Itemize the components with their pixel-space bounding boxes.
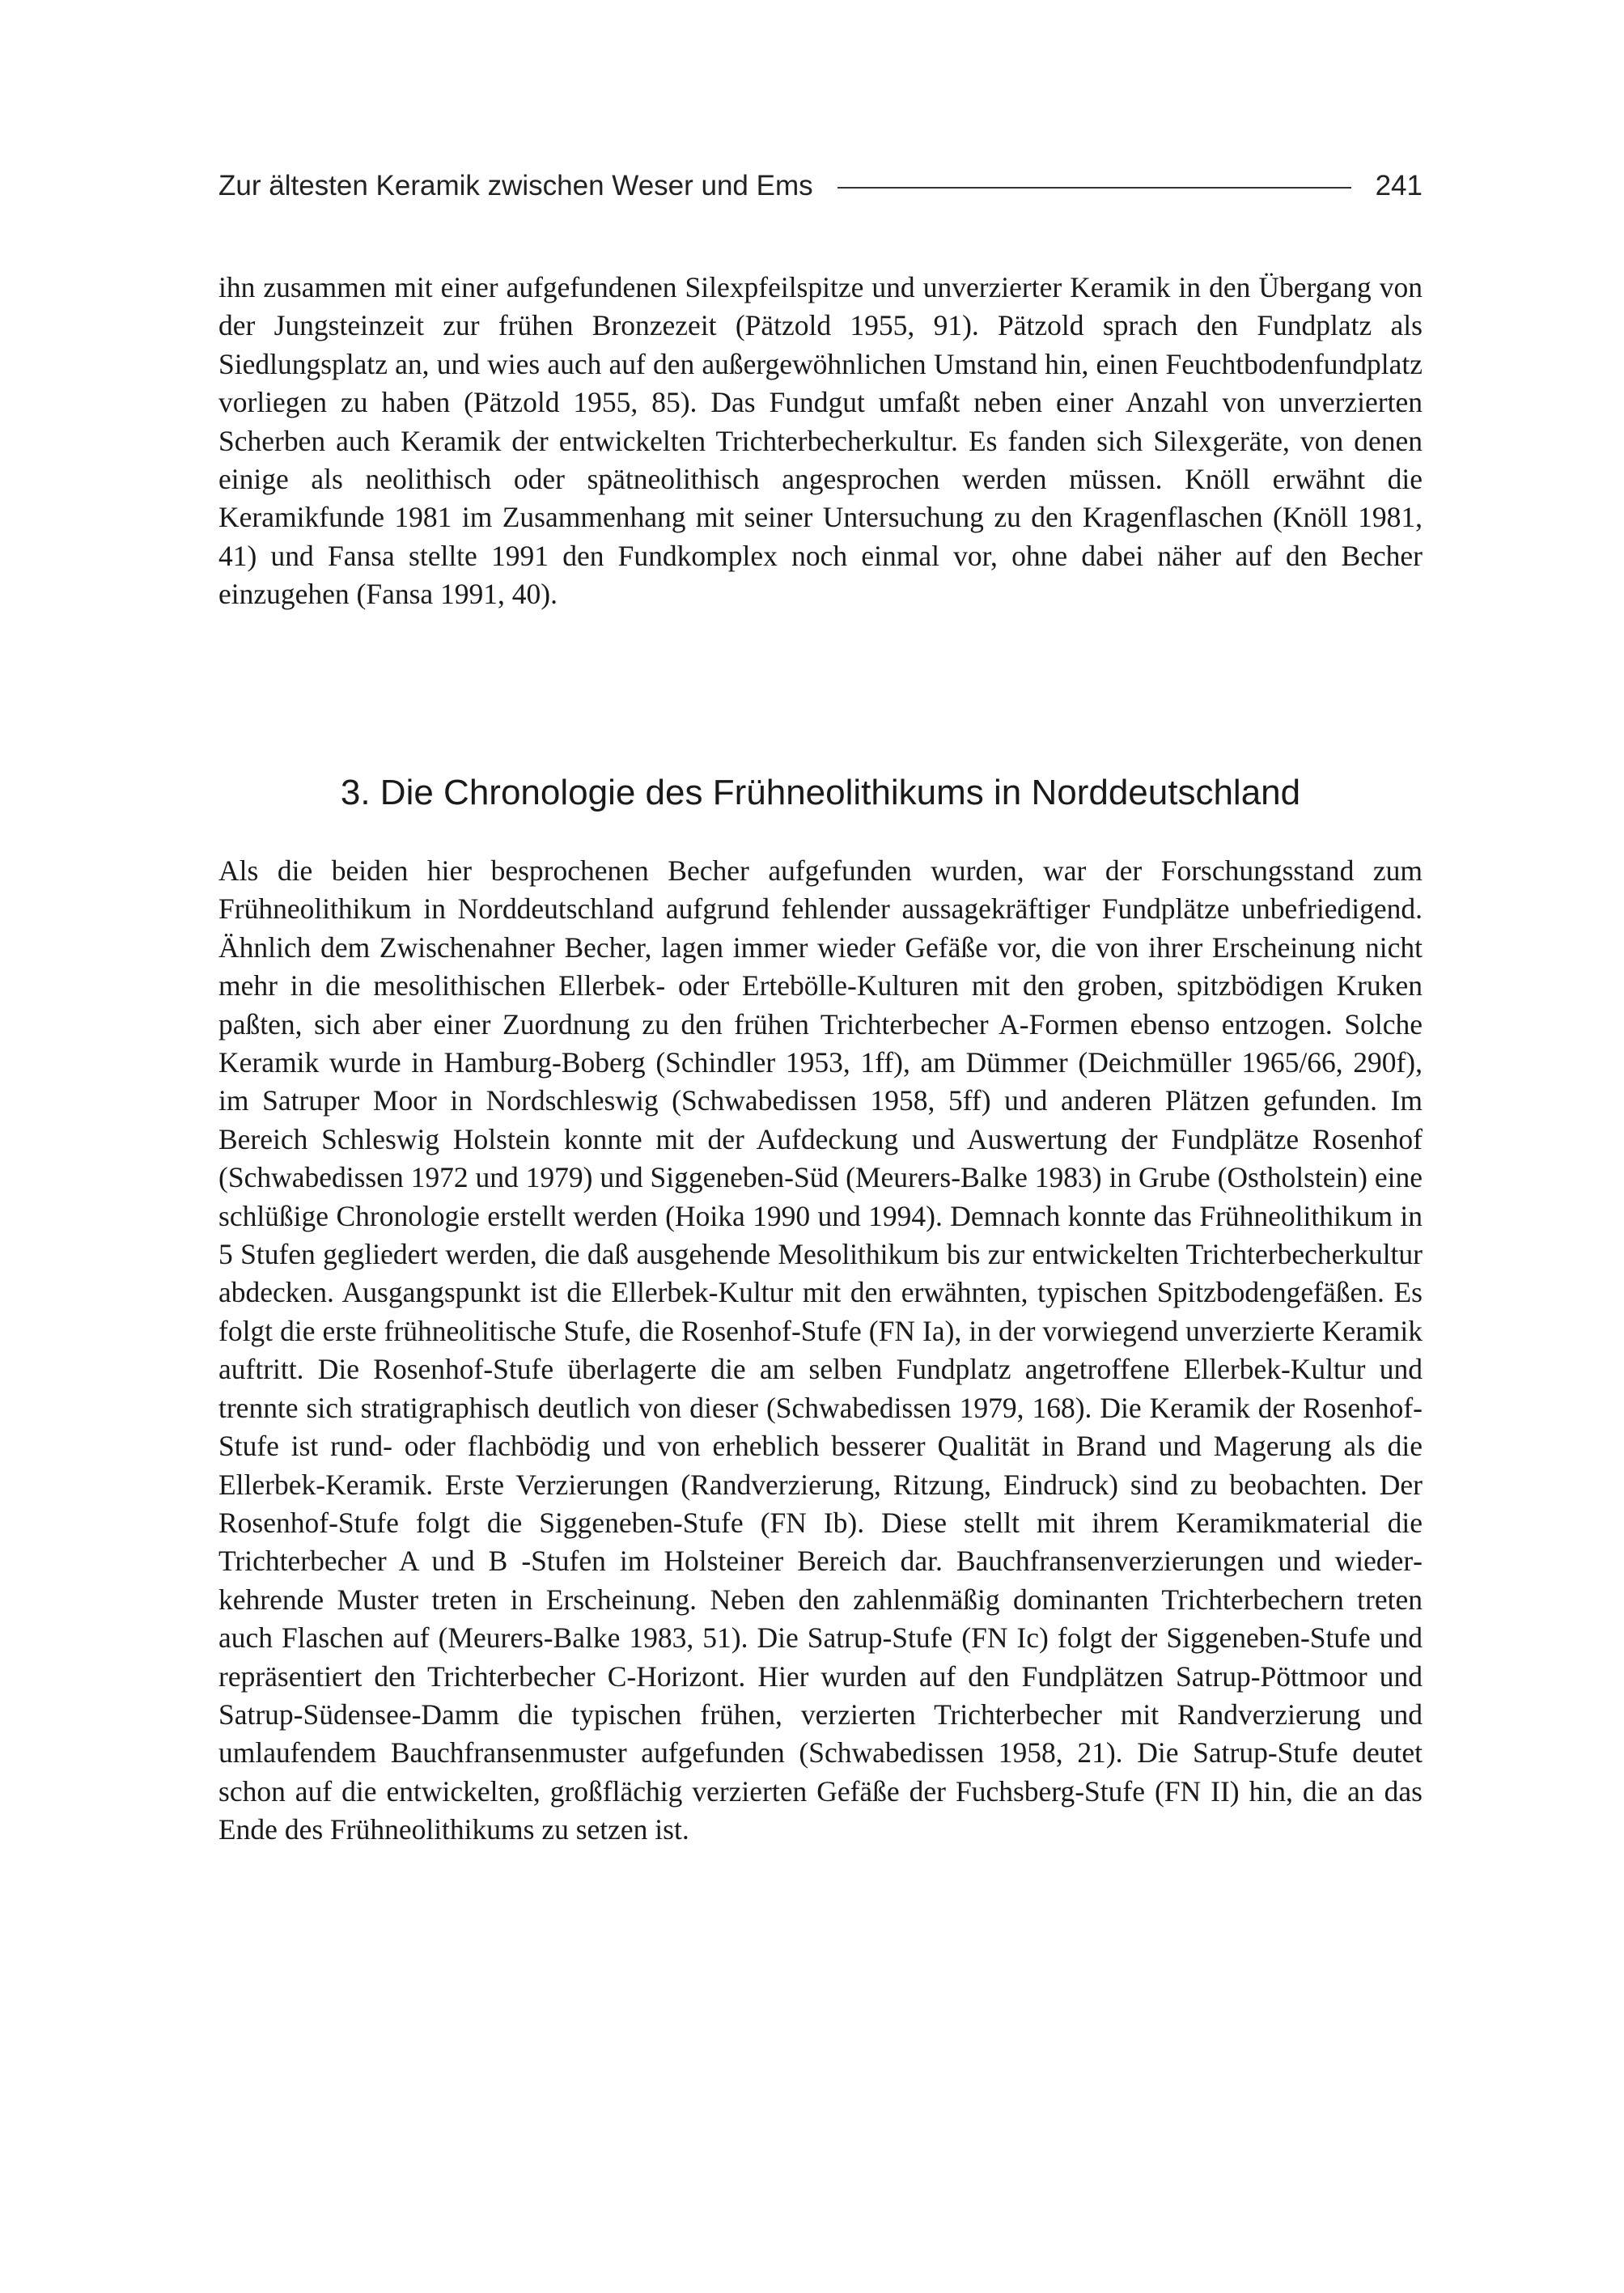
- body-paragraph-2: Als die beiden hier besprochenen Becher aufgefunden wurden, war der Forschungsstand zum Frühneolithikum in Norddeutschland aufgrund fehlender aussagekräftiger Fundplätze unbefriedigend. Ähnlich dem Zwischenahner Becher, lagen immer wieder Gefäße vor, die von ihrer Erscheinung nicht mehr in die mesolithischen Ellerbek- oder Ertebölle-Kulturen mit den groben, spitzbödigen Kruken paßten, sich aber einer Zuordnung zu den frühen Trichterbecher A-Formen ebenso entzogen. Solche Keramik wurde in Hamburg-Boberg (Schindler 1953, 1ff), am Dümmer (Deichmüller 1965/66, 290f), im Satruper Moor in Nordschleswig (Schwabedissen 1958, 5ff) und anderen Plätzen gefunden. Im Bereich Schleswig Holstein konnte mit der Aufdeckung und Auswertung der Fundplätze Rosenhof (Schwabedissen 1972 und 1979) und Siggeneben-Süd (Meurers-Balke 1983) in Grube (Ostholstein) eine schlüßige Chronologie erstellt werden (Hoika 1990 und 1994). Demnach konnte das Frühneolithikum in 5 Stufen gegliedert werden, die daß ausgehende Mesolithikum bis zur entwickelten Trichterbecherkultur abdecken. Ausgangspunkt ist die Ellerbek-Kultur mit den erwähnten, typischen Spitzbodengefäßen. Es folgt die erste frühneolitische Stufe, die Rosenhof-Stufe (FN Ia), in der vorwiegend unverzierte Keramik auftritt. Die Rosenhof-Stufe überlagerte die am selben Fundplatz angetroffene Ellerbek-Kultur und trennte sich stratigraphisch deutlich von dieser (Schwabedissen 1979, 168). Die Keramik der Rosenhof-Stufe ist rund- oder flachbödig und von erheblich besserer Qualität in Brand und Magerung als die Ellerbek-Keramik. Erste Verzierungen (Randverzierung, Ritzung, Eindruck) sind zu beobachten. Der Rosenhof-Stufe folgt die Siggeneben-Stufe (FN Ib). Diese stellt mit ihrem Keramikmaterial die Trichterbecher A und B -Stufen im Holsteiner Bereich dar. Bauchfransenverzierungen und wiederkehrende Muster treten in Erscheinung. Neben den zahlenmäßig dominanten Trichterbechern treten auch Flaschen auf (Meurers-Balke 1983, 51). Die Satrup-Stufe (FN Ic) folgt der Siggeneben-Stufe und repräsentiert den Trichterbecher C-Horizont. Hier wurden auf den Fundplätzen Satrup-Pöttmoor und Satrup-Südensee-Damm die typischen frühen, verzierten Trichterbecher mit Randverzierung und umlaufendem Bauchfransenmuster aufgefunden (Schwabedissen 1958, 21). Die Satrup-Stufe deutet schon auf die entwickelten, großflächig verzierten Gefäße der Fuchsberg-Stufe (FN II) hin, die an das Ende des Frühneolithikums zu setzen ist.: [218, 854, 1423, 1846]
- running-header: [218, 166, 1423, 206]
- section-heading: 3. Die Chronologie des Frühneolithikums in Norddeutschland: [340, 773, 1301, 812]
- body-paragraph-1: ihn zusammen mit einer aufgefundenen Silexpfeilspitze und unverzierter Keramik in den Übergang von der Jungsteinzeit zur frühen Bronzezeit (Pätzold 1955, 91). Pätzold sprach den Fundplatz als Siedlungsplatz an, und wies auch auf den außergewöhnlichen Umstand hin, einen Feuchtbodenfundplatz vorliegen zu haben (Pätzold 1955, 85). Das Fundgut umfaßt neben einer Anzahl von unverzierten Scherben auch Keramik der entwickelten Trichterbecherkultur. Es fanden sich Silexgeräte, von denen einige als neolithisch oder spätneolithisch angesprochen werden müssen. Knöll erwähnt die Keramikfunde 1981 im Zusammenhang mit seiner Untersuchung zu den Kragenflaschen (Knöll 1981, 41) und Fansa stellte 1991 den Fundkomplex noch einmal vor, ohne dabei näher auf den Becher einzugehen (Fansa 1991, 40).: [218, 271, 1423, 611]
- running-title: Zur ältesten Keramik zwischen Weser und Ems: [218, 170, 813, 201]
- page-number: 241: [1375, 170, 1423, 201]
- header-rule: [837, 187, 1351, 189]
